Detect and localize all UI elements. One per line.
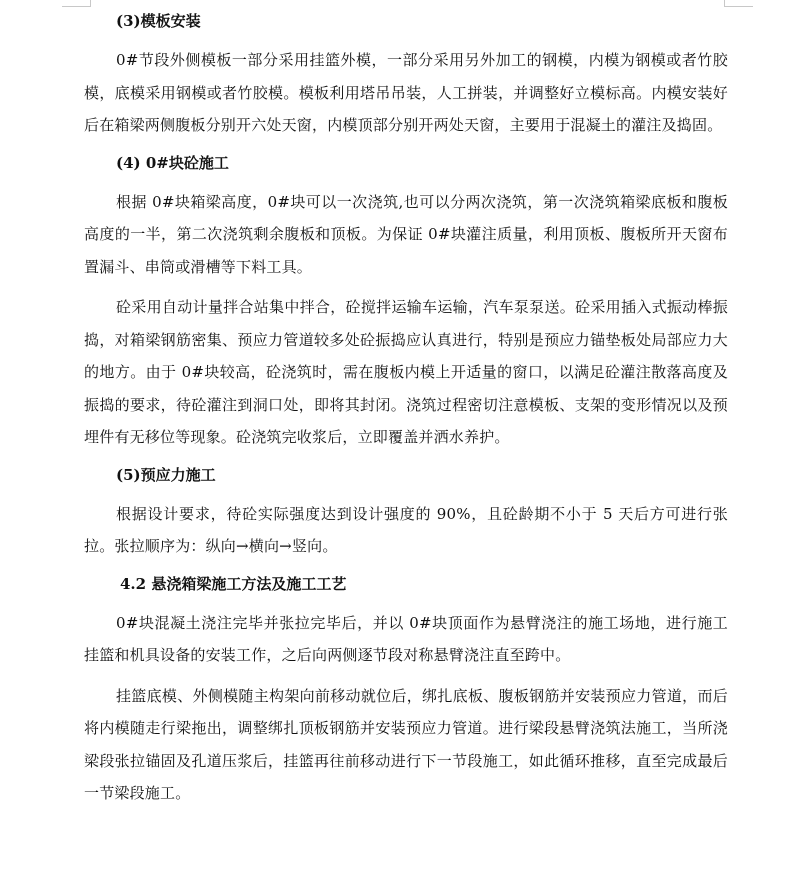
page-corner-mark-right bbox=[724, 0, 753, 7]
page-corner-mark-left bbox=[62, 0, 91, 7]
paragraph-cantilever-start: 0#块混凝土浇注完毕并张拉完毕后，并以 0#块顶面作为悬臂浇注的施工场地，进行施工挂篮和机具设备的安装工作，之后向两侧逐节段对称悬臂浇注直至跨中。 bbox=[84, 613, 728, 664]
paragraph-block0-pouring: 根据 0#块箱梁高度，0#块可以一次浇筑,也可以分两次浇筑，第一次浇筑箱梁底板和腹板高度的一半，第二次浇筑剩余腹板和顶板。为保证 0#块灌注质量，利用顶板、腹板所开天窗布置漏斗、串筒或滑槽等下料工具。 bbox=[84, 192, 728, 276]
heading-prestress: (5)预应力施工 bbox=[116, 465, 216, 484]
paragraph-cantilever-cycle: 挂篮底模、外侧模随主构架向前移动就位后，绑扎底板、腹板钢筋并安装预应力管道，而后将内模随走行梁拖出，调整绑扎顶板钢筋并安装预应力管道。进行梁段悬臂浇筑法施工，当所浇梁段张拉锚固及孔道压浆后，挂篮再往前移动进行下一节段施工，如此循环推移，直至完成最后一节梁段施工。 bbox=[84, 686, 728, 802]
document-body bbox=[84, 8, 728, 818]
heading-block0-concrete: (4) 0#块砼施工 bbox=[116, 153, 229, 172]
heading-formwork-installation: (3)模板安装 bbox=[116, 12, 201, 30]
section-heading-cantilever: 4.2 悬浇箱梁施工方法及施工工艺 bbox=[120, 574, 347, 593]
paragraph-concrete-mixing: 砼采用自动计量拌合站集中拌合，砼搅拌运输车运输，汽车泵泵送。砼采用插入式振动棒振捣，对箱梁钢筋密集、预应力管道较多处砼振捣应认真进行，特别是预应力锚垫板处局部应力大的地方。由于 0#块较高，砼浇筑时，需在腹板内模上开适量的窗口，以满足砼灌注散落高度及振捣的要求，待砼灌注到洞口处，即将其封闭。浇筑过程密切注意模板、支架的变形情况以及预埋件有无移位等现象。砼浇筑完收浆后，立即覆盖并洒水养护。 bbox=[84, 298, 728, 446]
paragraph-tensioning: 根据设计要求，待砼实际强度达到设计强度的 90%，且砼龄期不小于 5 天后方可进行张拉。张拉顺序为：纵向→横向→竖向。 bbox=[84, 504, 728, 555]
paragraph-formwork: 0#节段外侧模板一部分采用挂篮外模，一部分采用另外加工的钢模，内模为钢模或者竹胶模，底模采用钢模或者竹胶模。模板利用塔吊吊装，人工拼装，并调整好立模标高。内模安装好后在箱梁两侧腹板分别开六处天窗，内模顶部分别开两处天窗，主要用于混凝土的灌注及捣固。 bbox=[84, 51, 728, 134]
